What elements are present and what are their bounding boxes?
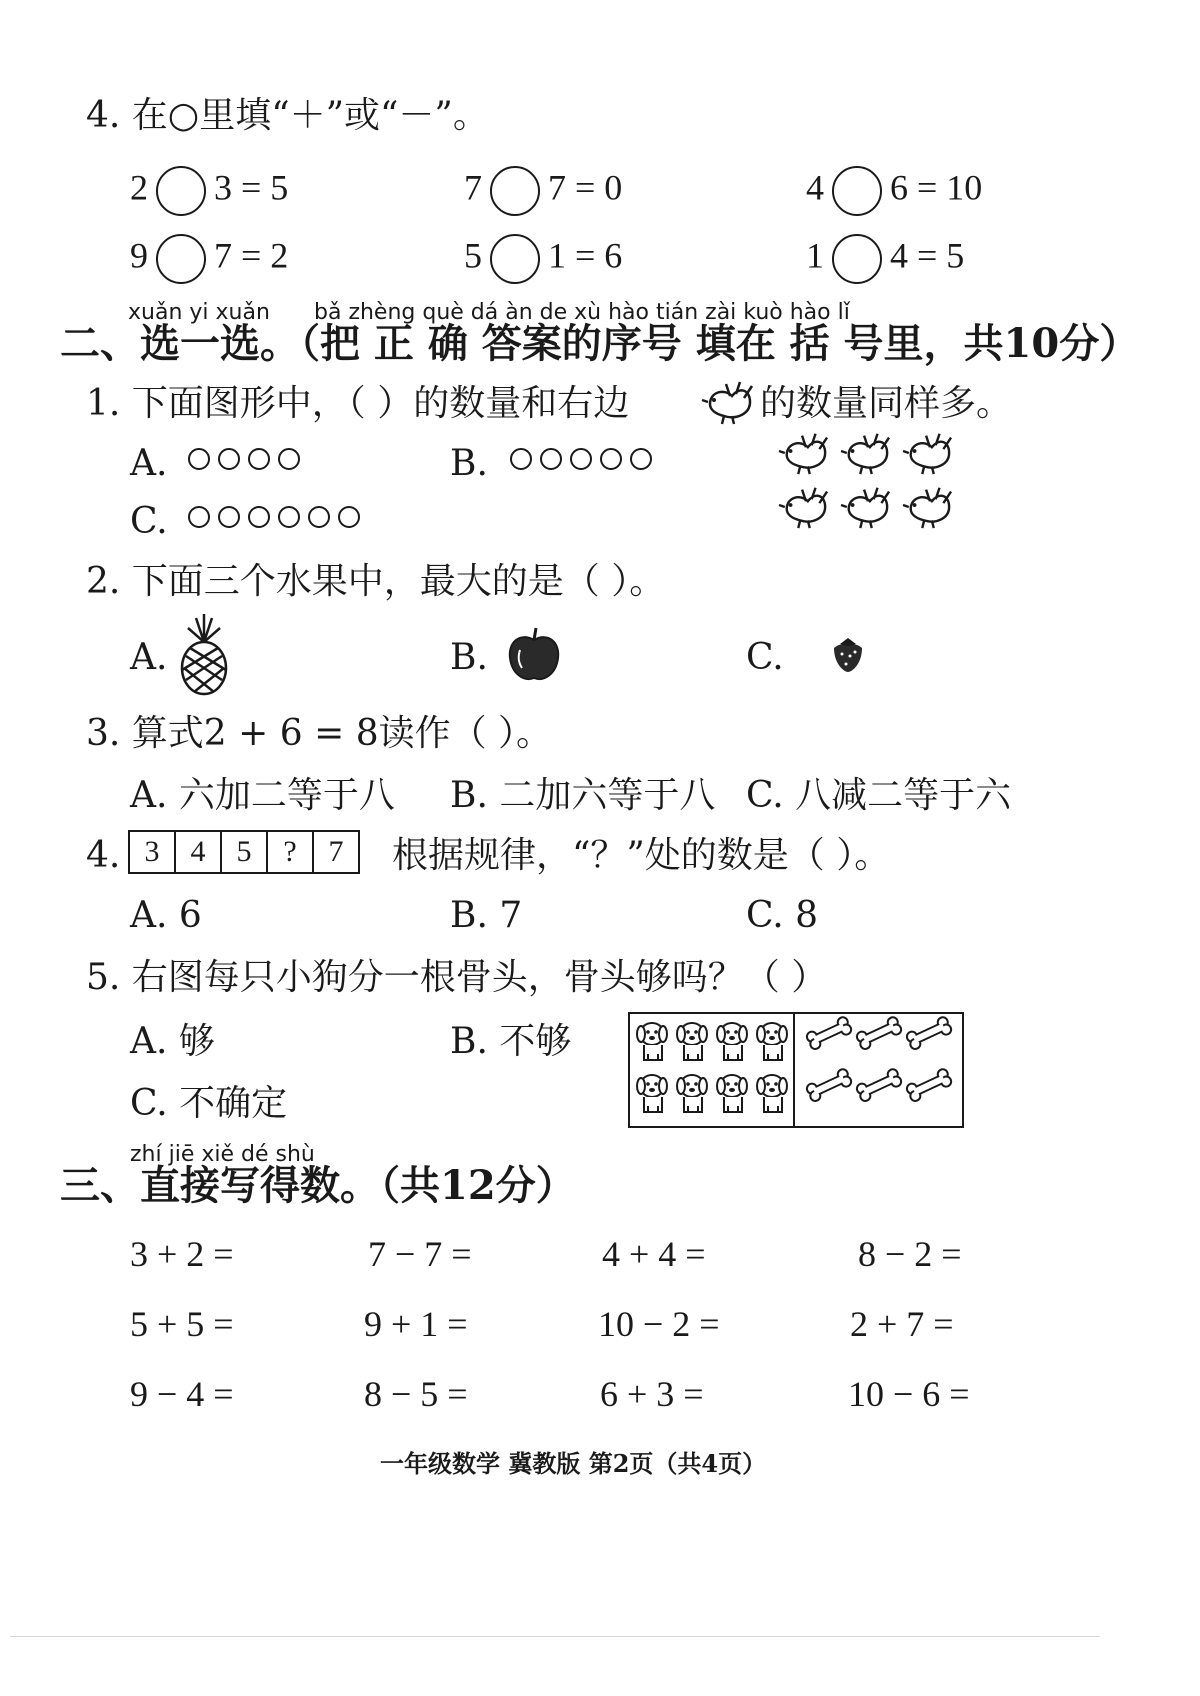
dog-icon [757, 1023, 787, 1060]
option-b[interactable]: B. 7 [450, 895, 523, 936]
dog-icon [717, 1075, 747, 1112]
question-stem: 5. 右图每只小狗分一根骨头，骨头够吗？（ ） [86, 957, 828, 998]
arithmetic-item[interactable]: 4 + 4 = [602, 1234, 706, 1274]
pinyin: bǎ zhèng què dá àn de xù hào tián zài kuò hào lǐ [314, 300, 850, 325]
circle-shape [278, 506, 300, 528]
sequence-cell: 5 [222, 832, 268, 872]
option-b[interactable]: B. 不够 [450, 1021, 572, 1062]
rooster-icon [900, 482, 956, 534]
arithmetic-item[interactable]: 10 − 6 = [848, 1374, 970, 1414]
dog-icon [637, 1075, 667, 1112]
option-c[interactable]: C. 八减二等于六 [746, 775, 1012, 816]
bone-icon [805, 1068, 852, 1103]
question-stem: 的数量同样多。 [760, 383, 1013, 424]
sequence-cell: 7 [328, 835, 344, 868]
section-heading: 三、直接写得数。（共12分） [60, 1162, 576, 1209]
equation[interactable]: 7 7 = 0 [464, 166, 622, 216]
divider [10, 1636, 1100, 1637]
operator-blank [832, 234, 882, 284]
circle-shape [308, 506, 330, 528]
option-b[interactable]: B. 二加六等于八 [450, 775, 716, 816]
circle-shape [630, 448, 652, 470]
bone-icon [905, 1068, 952, 1103]
arithmetic-item[interactable]: 8 − 5 = [364, 1374, 468, 1414]
strawberry-icon[interactable] [828, 634, 868, 674]
q4-title: 4. 在○里填“＋”或“－”。 [86, 95, 489, 136]
circle-shape [570, 448, 592, 470]
option-c[interactable]: C. 8 [746, 895, 819, 936]
arithmetic-item[interactable]: 2 + 7 = [850, 1304, 954, 1344]
option-a-circles[interactable] [188, 448, 308, 470]
rooster-icon [776, 428, 832, 480]
question-stem: 3. 算式2 + 6 = 8读作（ ）。 [86, 713, 553, 754]
option-label: C. [746, 637, 784, 678]
question-stem: 1. 下面图形中，（ ）的数量和右边 [86, 383, 630, 424]
operator-blank [156, 166, 206, 216]
section-heading: 二、选一选。（把 正 确 答案的序号 填在 括 号里，共10分） [60, 320, 1140, 367]
question-stem: 2. 下面三个水果中，最大的是（ ）。 [86, 561, 666, 602]
pineapple-icon[interactable] [176, 612, 232, 696]
rooster-icon [900, 428, 956, 480]
rooster-icon [838, 482, 894, 534]
circle-shape [540, 448, 562, 470]
circle-shape [218, 448, 240, 470]
pinyin: xuǎn yi xuǎn [128, 300, 270, 325]
circle-shape [510, 448, 532, 470]
pinyin: zhí jiē xiě dé shù [130, 1142, 315, 1167]
number-sequence [128, 830, 360, 874]
equation[interactable]: 4 6 = 10 [806, 166, 982, 216]
rooster-icon [838, 428, 894, 480]
option-label: A. [130, 443, 168, 484]
option-c-circles[interactable] [188, 506, 368, 528]
arithmetic-item[interactable]: 9 + 1 = [364, 1304, 468, 1344]
circle-shape [278, 448, 300, 470]
circle-shape [248, 506, 270, 528]
bone-icon [855, 1068, 902, 1103]
dog-icon [637, 1023, 667, 1060]
rooster-icon [776, 482, 832, 534]
bone-icon [805, 1016, 852, 1051]
equation[interactable]: 9 7 = 2 [130, 234, 288, 284]
rooster-group [776, 428, 976, 532]
operator-blank [490, 234, 540, 284]
bone-icon [905, 1016, 952, 1051]
equation[interactable]: 2 3 = 5 [130, 166, 288, 216]
arithmetic-item[interactable]: 9 − 4 = [130, 1374, 234, 1414]
option-label: B. [450, 637, 488, 678]
arithmetic-item[interactable]: 6 + 3 = [600, 1374, 704, 1414]
equation[interactable]: 5 1 = 6 [464, 234, 622, 284]
option-a[interactable]: A. 6 [130, 895, 202, 936]
question-number: 4. [86, 835, 121, 876]
option-label: C. [130, 501, 168, 542]
arithmetic-item[interactable]: 7 − 7 = [368, 1234, 472, 1274]
option-b-circles[interactable] [510, 448, 660, 470]
dog-icon [757, 1075, 787, 1112]
option-c[interactable]: C. 不确定 [130, 1083, 288, 1124]
operator-blank [832, 166, 882, 216]
question-stem: 根据规律，“？”处的数是（ ）。 [392, 835, 891, 876]
circle-shape [188, 448, 210, 470]
circle-shape [600, 448, 622, 470]
operator-blank [156, 234, 206, 284]
arithmetic-item[interactable]: 8 − 2 = [858, 1234, 962, 1274]
option-a[interactable]: A. 六加二等于八 [130, 775, 395, 816]
bone-icon [855, 1016, 902, 1051]
option-label: B. [450, 443, 488, 484]
circle-shape [188, 506, 210, 528]
sequence-cell: ? [268, 832, 314, 872]
rooster-icon [700, 376, 756, 426]
sequence-cell: 3 [130, 832, 176, 872]
arithmetic-item[interactable]: 3 + 2 = [130, 1234, 234, 1274]
arithmetic-item[interactable]: 5 + 5 = [130, 1304, 234, 1344]
circle-shape [218, 506, 240, 528]
circle-shape [248, 448, 270, 470]
dogs-bones-figure [628, 1012, 964, 1128]
option-a[interactable]: A. 够 [130, 1021, 215, 1062]
sequence-cell: 4 [176, 832, 222, 872]
circle-shape [338, 506, 360, 528]
dog-icon [677, 1075, 707, 1112]
dog-icon [677, 1023, 707, 1060]
page-footer: 一年级数学 冀教版 第2页（共4页） [380, 1449, 767, 1478]
operator-blank [490, 166, 540, 216]
option-label: A. [130, 637, 168, 678]
equation[interactable]: 1 4 = 5 [806, 234, 964, 284]
apple-icon[interactable] [506, 626, 562, 684]
arithmetic-item[interactable]: 10 − 2 = [598, 1304, 720, 1344]
dog-icon [717, 1023, 747, 1060]
